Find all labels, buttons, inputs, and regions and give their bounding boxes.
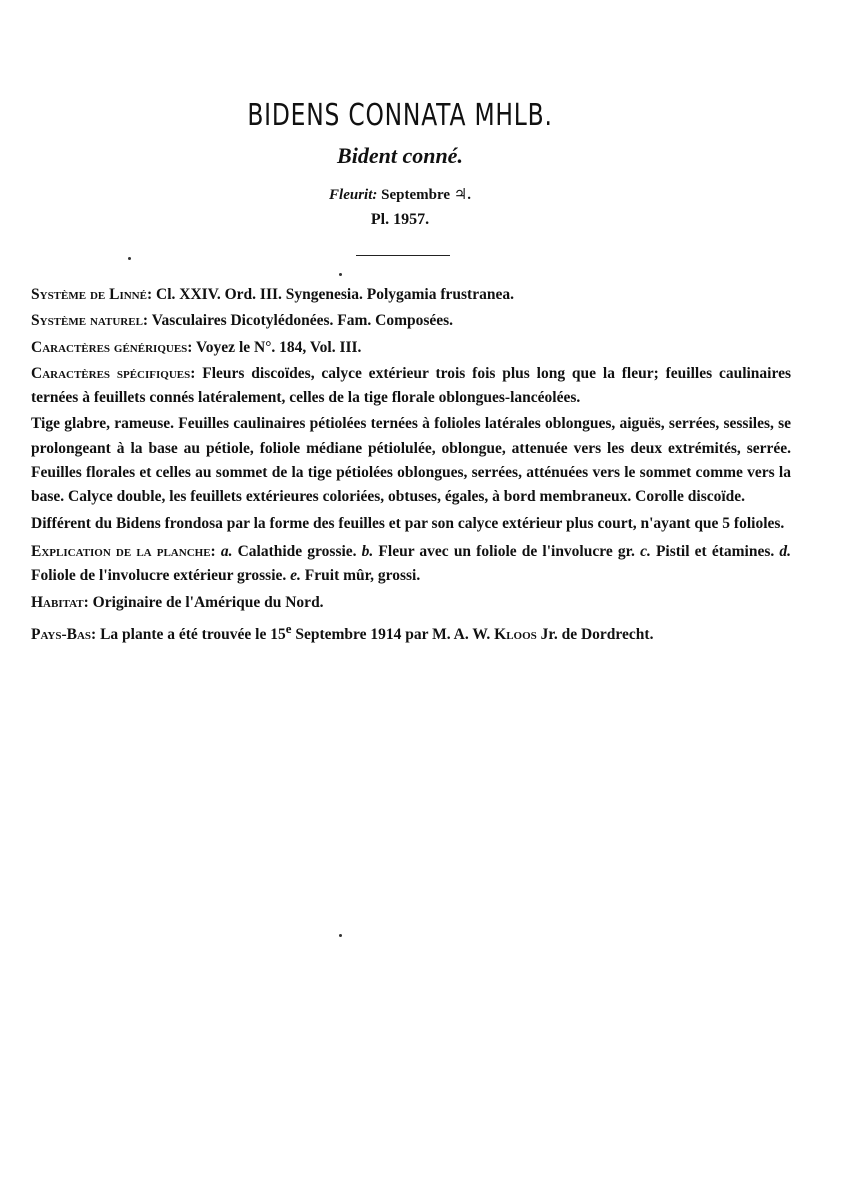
expl-a-text: Calathide grossie. — [232, 542, 362, 560]
expl-e-letter: e. — [290, 567, 301, 585]
specifiques-label: Caractères spécifiques: — [31, 364, 196, 382]
tige-text: Tige glabre, rameuse. Feuilles caulinaires pétiolées ternées à folioles latérales oblongues, aiguës, serrées, sessiles, se prolongeant à la base au pétiole, foliole médiane pétiolulée, oblongue, attenuée vers les deux extrémités, serrée. Feuilles florales et celles au sommet de la tige pétiolées oblongues, serrées, atténuées vers le sommet comme vers la base. Calyce double, les feuillets extérieures coloriées, obtuses, égales, à bord membraneux. Corolle discoïde. — [31, 415, 791, 506]
print-speck — [128, 257, 131, 260]
plate-number: Pl. 1957. — [370, 211, 430, 228]
paysbas-paragraph — [31, 617, 791, 647]
flowering-line — [0, 185, 800, 204]
page-title: BIDENS CONNATA MHLB. — [247, 98, 553, 133]
flowering-label: Fleurit: — [329, 187, 378, 203]
different-text: Différent du Bidens frondosa par la forme des feuilles et par son calyce extérieur plus court, n'ayant que 5 folioles. — [31, 514, 785, 532]
expl-b-letter: b. — [361, 542, 374, 560]
paysbas-text-1: La plante a été trouvée le 15 — [96, 626, 286, 644]
expl-b-text: Fleur avec un foliole de l'involucre gr. — [373, 542, 641, 560]
paysbas-collector-name: Kloos — [494, 626, 537, 644]
linne-text: Cl. XXIV. Ord. III. Syngenesia. Polygamia frustranea. — [152, 286, 514, 303]
expl-c-letter: c. — [640, 542, 651, 560]
common-name: Bident conné. — [337, 143, 463, 168]
expl-e-text: Fruit mûr, grossi. — [300, 567, 421, 585]
naturel-text: Vasculaires Dicotylédonées. Fam. Composées. — [148, 312, 454, 330]
print-speck — [339, 273, 342, 276]
tige-paragraph — [31, 412, 791, 509]
generiques-label: Caractères génériques: — [31, 338, 193, 356]
paysbas-text-2: Septembre 1914 par M. A. W. — [291, 626, 495, 644]
naturel-label: Système naturel: — [31, 312, 149, 330]
habitat-label: Habitat: — [31, 593, 89, 611]
print-speck — [339, 934, 342, 937]
paysbas-label: Pays-Bas: — [31, 626, 97, 644]
expl-a-letter: a. — [220, 542, 233, 560]
different-paragraph — [31, 512, 791, 536]
linne-label: Système de Linné: — [31, 286, 153, 303]
habitat-text: Originaire de l'Amérique du Nord. — [88, 593, 324, 611]
description-body — [31, 283, 791, 649]
specifiques-paragraph — [31, 362, 791, 411]
explication-paragraph — [31, 540, 791, 589]
linne-paragraph — [31, 283, 791, 307]
paysbas-text-3: Jr. de Dordrecht. — [536, 626, 654, 644]
expl-c-text: Pistil et étamines. — [650, 542, 780, 560]
paysbas-superscript: e — [285, 620, 292, 636]
habitat-paragraph — [31, 591, 791, 615]
explication-label: Explication de la planche: — [31, 542, 216, 560]
specifiques-text: Fleurs discoïdes, calyce extérieur trois fois plus long que la fleur; feuilles caulinaires ternées à feuillets connés latéralement, celles de la tige florale oblongues-lancéolées. — [31, 364, 791, 407]
expl-d-text: Foliole de l'involucre extérieur grossie. — [31, 567, 291, 585]
divider — [356, 255, 450, 256]
naturel-paragraph — [31, 309, 791, 333]
expl-d-letter: d. — [779, 542, 792, 560]
generiques-text: Voyez le N°. 184, Vol. III. — [192, 338, 362, 356]
flowering-value: Septembre ♃. — [381, 187, 471, 203]
generiques-paragraph — [31, 336, 791, 360]
